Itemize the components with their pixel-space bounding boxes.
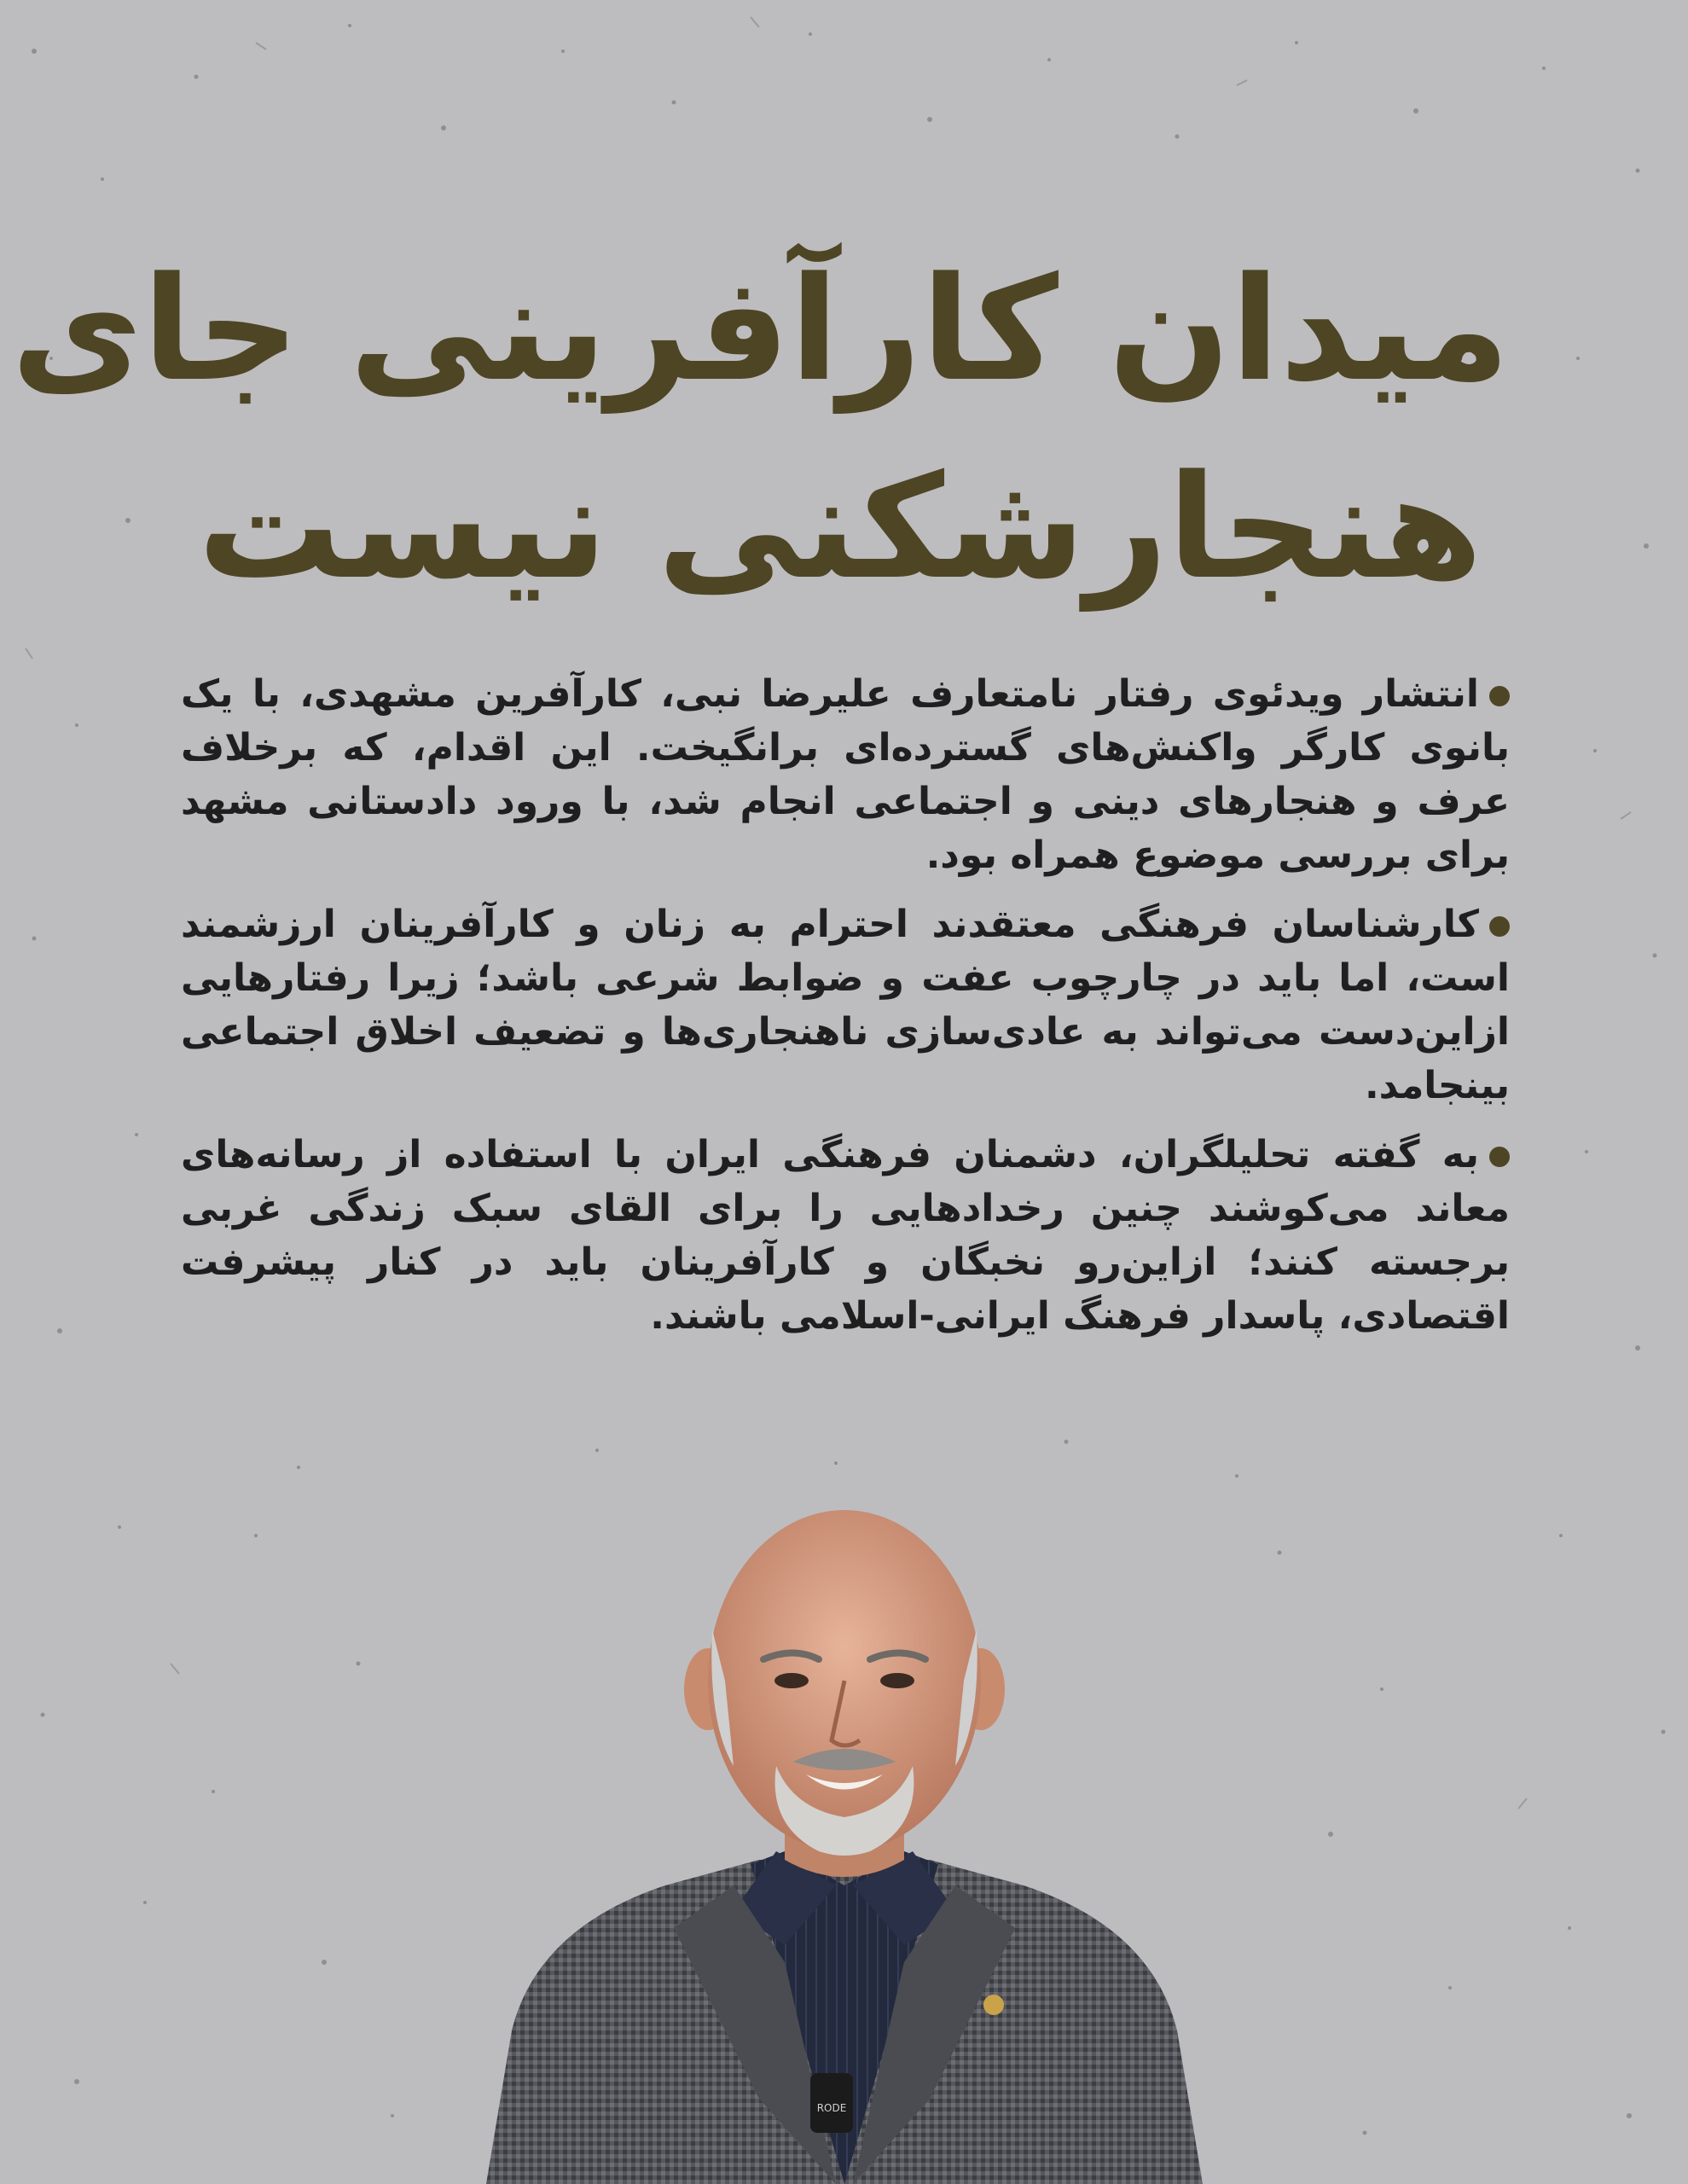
headline-line-1: میدان کارآفرینی جای: [11, 246, 1510, 413]
headline-line-2: هنجارشکنی نیست: [197, 444, 1483, 611]
bullet-item: [181, 897, 1510, 1112]
bullet-list: [181, 667, 1510, 1358]
bullet-dot-icon: [1489, 686, 1510, 706]
bullet-text: به گفته تحلیلگران، دشمنان فرهنگی ایران با استفاده از رسانه‌های معاند می‌کوشند چنین رخدادهایی را برای القای سبک زندگی غربی برجسته کنند؛ ازاین‌رو نخبگان و کارآفرینان باید در کنار پیشرفت اقتصادی، پاسدار فرهنگ ایرانی-اسلامی باشند.: [181, 1133, 1510, 1338]
mic-label: RODE: [816, 2102, 847, 2114]
headline: [11, 230, 1510, 626]
bullet-item: [181, 1128, 1510, 1343]
bullet-text: کارشناسان فرهنگی معتقدند احترام به زنان و کارآفرینان ارزشمند است، اما باید در چارچوب عفت و ضوابط شرعی باشد؛ زیرا رفتارهایی ازاین‌دست می‌تواند به عادی‌سازی ناهنجاری‌ها و تضعیف اخلاق اجتماعی بینجامد.: [181, 903, 1510, 1107]
bullet-item: [181, 667, 1510, 882]
bullet-text: انتشار ویدئوی رفتار نامتعارف علیرضا نبی، کارآفرین مشهدی، با یک بانوی کارگر واکنش‌های گسترده‌ای برانگیخت. این اقدام، که برخلاف عرف و هنجارهای دینی و اجتماعی انجام شد، با ورود دادستانی مشهد برای بررسی موضوع همراه بود.: [181, 672, 1510, 877]
portrait-photo: [478, 1484, 1211, 2184]
bullet-dot-icon: [1489, 916, 1510, 937]
bullet-dot-icon: [1489, 1147, 1510, 1167]
